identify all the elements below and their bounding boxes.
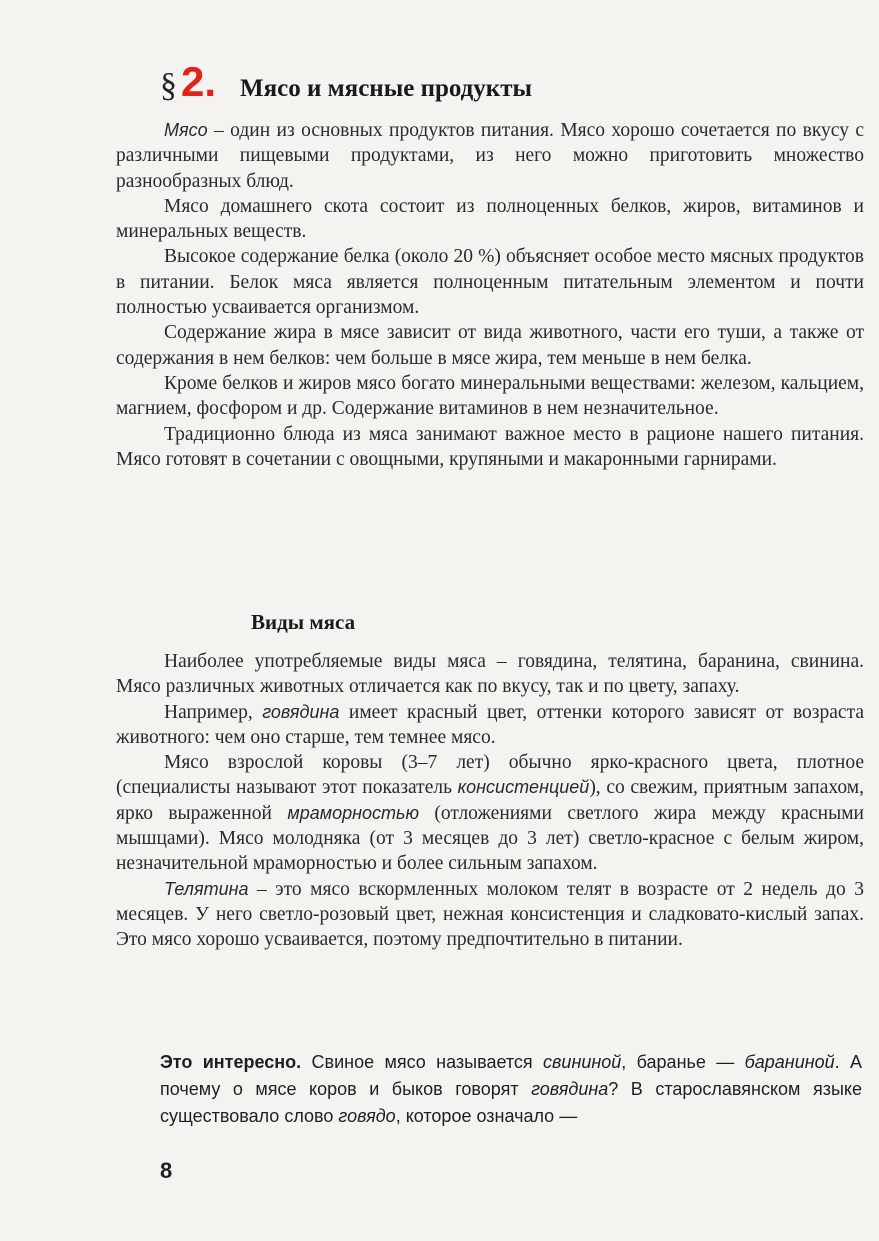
paragraph: Мясо – один из основных продуктов питания. Мясо хорошо сочетается по вкусу с различными пищевыми продуктами, из него можно приготовить множество разнообразных блюд. (116, 120, 864, 192)
subsection-title: Виды мяса (251, 610, 356, 634)
term: мраморностью (287, 802, 420, 823)
paragraph: Кроме белков и жиров мясо богато минеральными веществами: железом, кальцием, магнием, фосфором и др. Содержание витаминов в нем незначительное. (116, 372, 864, 420)
interesting-fact-note: Это интересно. Свиное мясо называется свининой, баранье — бараниной. А почему о мясе коров и быков говорят говядина? В старославянском языке существовало слово говядо, которое означало — (160, 1052, 862, 1126)
term: говядина (531, 1079, 609, 1099)
paragraph: Высокое содержание белка (около 20 %) объясняет особое место мясных продуктов в питании. Белок мяса является полноценным питательным элементом и почти полностью усваивается организмом. (116, 246, 864, 319)
section-number: 2. (181, 58, 217, 105)
term: говядина (262, 701, 340, 722)
section-title: Мясо и мясные продукты (240, 75, 533, 102)
paragraph: Традиционно блюда из мяса занимают важное место в рационе нашего питания. Мясо готовят в сочетании с овощными, крупяными и макаронными гарнирами. (116, 423, 864, 470)
paragraph: Наиболее употребляемые виды мяса – говядина, телятина, баранина, свинина. Мясо различных животных отличается как по вкусу, так и по цвету, запаху. (116, 651, 864, 698)
note-lead: Это интересно. (160, 1052, 302, 1072)
term: бараниной (744, 1052, 835, 1072)
term: говядо (338, 1106, 396, 1126)
paragraph: Телятина – это мясо вскормленных молоком телят в возрасте от 2 недель до 3 месяцев. У него светло-розовый цвет, нежная консистенция и сладковато-кислый запах. Это мясо хорошо усваивается, поэтому предпочтительно в питании. (116, 878, 864, 951)
section-heading (160, 58, 532, 106)
subsection-text (116, 649, 864, 953)
intro-text (116, 118, 864, 472)
term: Мясо (164, 120, 208, 140)
paragraph: Содержание жира в мясе зависит от вида животного, части его туши, а также от содержания в нем белков: чем больше в мясе жира, тем меньше в нем белка. (116, 322, 864, 369)
paragraph: Например, говядина имеет красный цвет, оттенки которого зависят от возраста животного: чем оно старше, тем темнее мясо. (116, 701, 864, 748)
page-number: 8 (160, 1158, 173, 1183)
term: консистенцией (457, 777, 590, 798)
paragraph: Мясо домашнего скота состоит из полноценных белков, жиров, витаминов и минеральных веществ. (116, 195, 864, 243)
term: свининой (543, 1052, 622, 1072)
term: Телятина (164, 878, 249, 899)
paragraph: Мясо взрослой коровы (3–7 лет) обычно ярко-красного цвета, плотное (специалисты называют этот показатель консистенцией), со свежим, приятным запахом, ярко выраженной мраморностью (отложениями светлого жира между красными мышцами). Мясо молодняка (от 3 месяцев до 3 лет) светло-красное с белым жиром, незначительной мраморностью и более сильным запахом. (116, 752, 864, 875)
section-sign: § (160, 67, 177, 104)
